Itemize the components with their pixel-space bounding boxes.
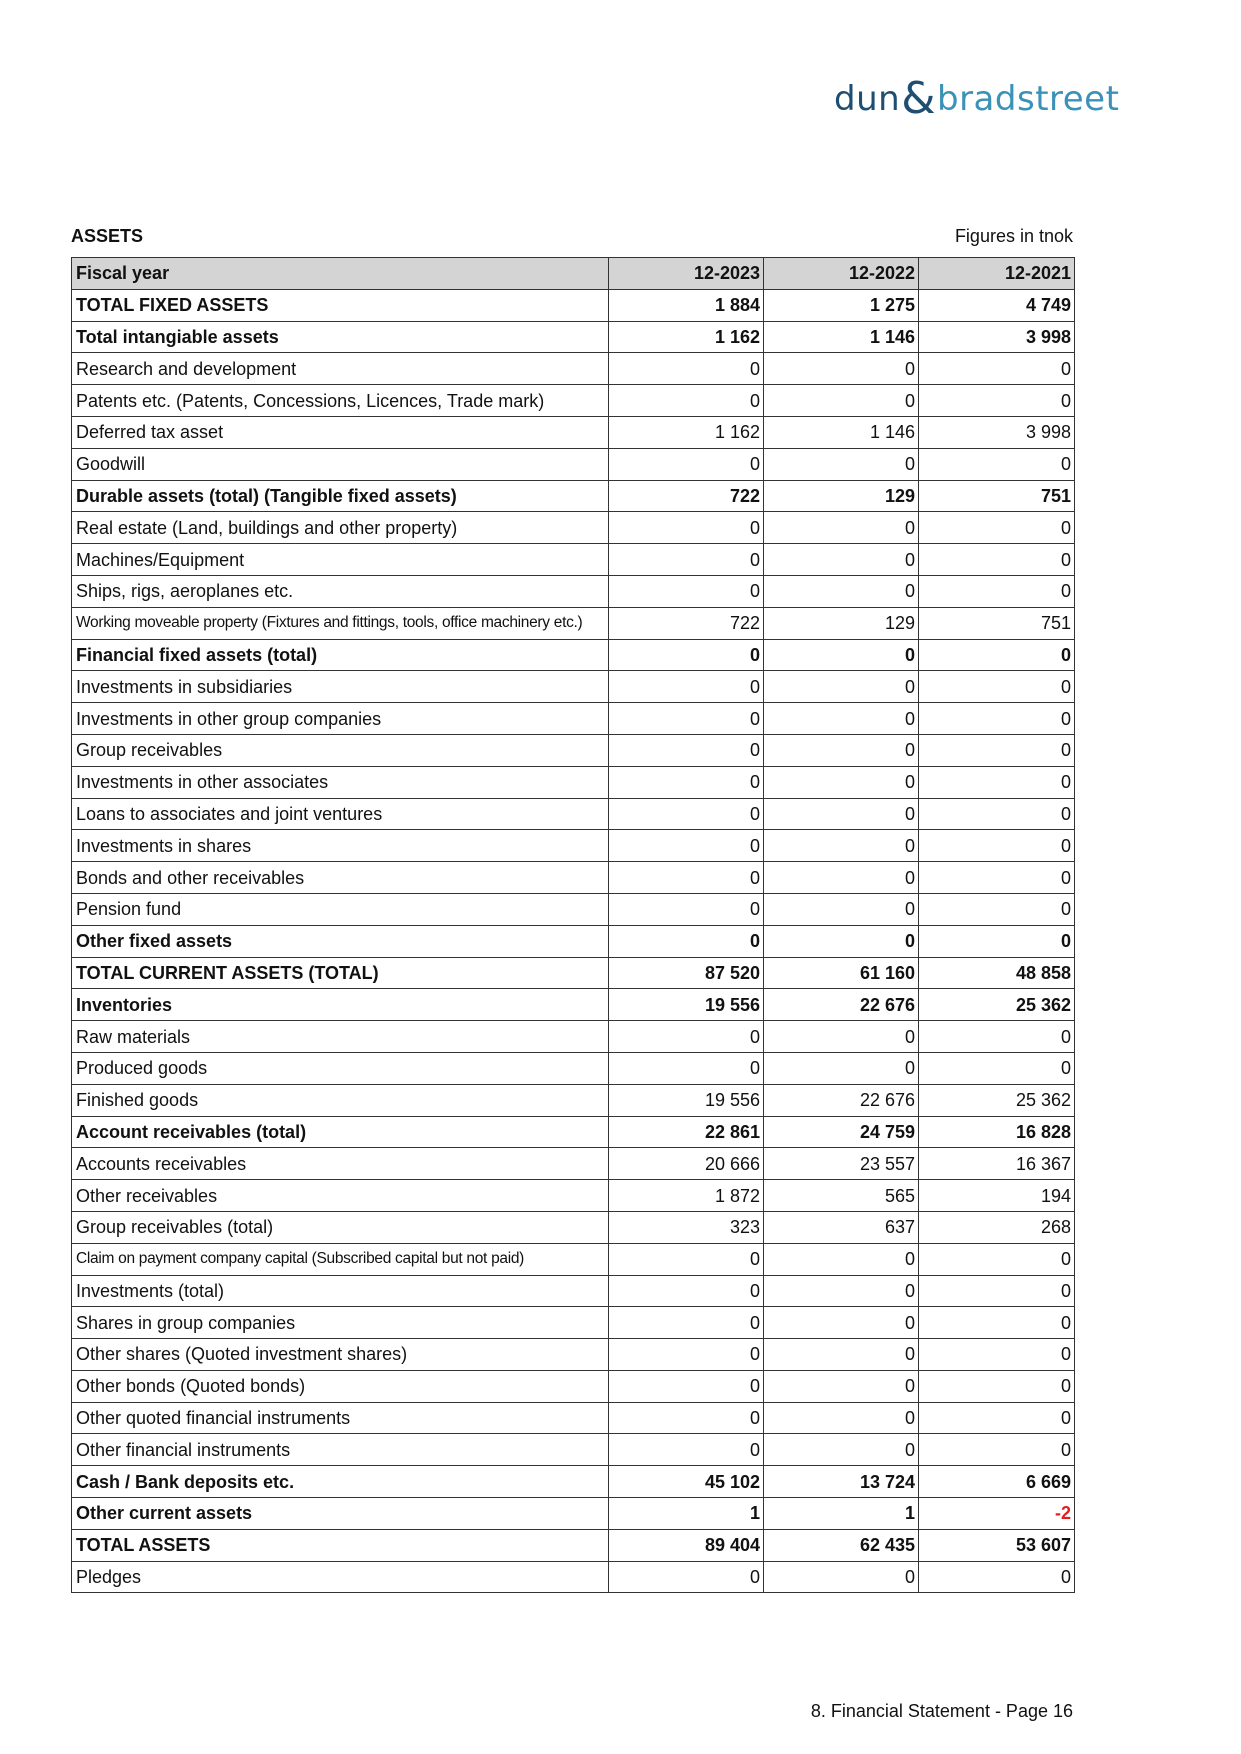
row-value: 751 xyxy=(919,480,1075,512)
row-value: 6 669 xyxy=(919,1466,1075,1498)
row-label: Other quoted financial instruments xyxy=(72,1402,609,1434)
row-value: 61 160 xyxy=(764,957,919,989)
row-value: 0 xyxy=(919,734,1075,766)
row-value: 637 xyxy=(764,1211,919,1243)
row-value: 194 xyxy=(919,1180,1075,1212)
row-value: 53 607 xyxy=(919,1529,1075,1561)
logo-word-bradstreet: bradstreet xyxy=(937,79,1120,119)
table-row xyxy=(72,830,1075,862)
row-value: 0 xyxy=(919,1370,1075,1402)
row-value: 0 xyxy=(919,1021,1075,1053)
row-label: Other fixed assets xyxy=(72,925,609,957)
row-value: 0 xyxy=(919,830,1075,862)
row-value: 25 362 xyxy=(919,1084,1075,1116)
row-value: 0 xyxy=(764,1052,919,1084)
row-value: 0 xyxy=(609,544,764,576)
row-label: Other current assets xyxy=(72,1498,609,1530)
row-label: Other receivables xyxy=(72,1180,609,1212)
table-body xyxy=(72,289,1075,1593)
logo-ampersand: & xyxy=(901,72,936,124)
row-value: 22 861 xyxy=(609,1116,764,1148)
row-value: 1 162 xyxy=(609,416,764,448)
row-value: 0 xyxy=(764,385,919,417)
table-row xyxy=(72,1148,1075,1180)
table-row xyxy=(72,1498,1075,1530)
row-value: 1 162 xyxy=(609,321,764,353)
row-value: 22 676 xyxy=(764,989,919,1021)
row-value: 19 556 xyxy=(609,1084,764,1116)
row-value: 0 xyxy=(764,1339,919,1371)
row-label: Claim on payment company capital (Subscribed capital but not paid) xyxy=(72,1243,609,1275)
row-label: Research and development xyxy=(72,353,609,385)
row-value: 0 xyxy=(919,798,1075,830)
row-value: 0 xyxy=(764,448,919,480)
table-row xyxy=(72,1466,1075,1498)
table-row xyxy=(72,957,1075,989)
row-value: 20 666 xyxy=(609,1148,764,1180)
row-label: Machines/Equipment xyxy=(72,544,609,576)
row-value: 1 146 xyxy=(764,416,919,448)
row-value: 1 275 xyxy=(764,289,919,321)
row-value: 0 xyxy=(609,1243,764,1275)
row-value: 0 xyxy=(764,766,919,798)
row-value: 0 xyxy=(919,512,1075,544)
row-value: 23 557 xyxy=(764,1148,919,1180)
table-row xyxy=(72,321,1075,353)
row-value: 0 xyxy=(609,448,764,480)
header-fiscal-year: Fiscal year xyxy=(72,258,609,290)
table-row xyxy=(72,512,1075,544)
row-value: 0 xyxy=(919,385,1075,417)
row-value: 0 xyxy=(919,1275,1075,1307)
table-row xyxy=(72,989,1075,1021)
row-label: Durable assets (total) (Tangible fixed assets) xyxy=(72,480,609,512)
table-row xyxy=(72,416,1075,448)
row-value: 45 102 xyxy=(609,1466,764,1498)
table-row xyxy=(72,1561,1075,1593)
row-label: Inventories xyxy=(72,989,609,1021)
row-label: Patents etc. (Patents, Concessions, Licences, Trade mark) xyxy=(72,385,609,417)
row-value: 3 998 xyxy=(919,416,1075,448)
row-value: 48 858 xyxy=(919,957,1075,989)
row-value: 0 xyxy=(609,734,764,766)
row-value: 0 xyxy=(919,925,1075,957)
row-label: Bonds and other receivables xyxy=(72,862,609,894)
table-row xyxy=(72,671,1075,703)
row-value: 0 xyxy=(609,512,764,544)
row-value: 0 xyxy=(764,1243,919,1275)
row-value: 87 520 xyxy=(609,957,764,989)
row-label: Cash / Bank deposits etc. xyxy=(72,1466,609,1498)
row-value: 0 xyxy=(609,1339,764,1371)
row-value: 1 xyxy=(609,1498,764,1530)
table-row xyxy=(72,1339,1075,1371)
table-row xyxy=(72,480,1075,512)
row-value: 0 xyxy=(764,893,919,925)
row-value: 1 884 xyxy=(609,289,764,321)
table-row xyxy=(72,1116,1075,1148)
row-value: 16 367 xyxy=(919,1148,1075,1180)
row-value: 0 xyxy=(919,353,1075,385)
row-value: 0 xyxy=(764,1402,919,1434)
table-row xyxy=(72,1307,1075,1339)
table-row xyxy=(72,1084,1075,1116)
row-value: 0 xyxy=(764,512,919,544)
row-value: 129 xyxy=(764,607,919,639)
row-value: 0 xyxy=(609,1370,764,1402)
row-value: 0 xyxy=(764,671,919,703)
table-row xyxy=(72,1370,1075,1402)
row-value: 0 xyxy=(764,734,919,766)
row-value: 0 xyxy=(919,639,1075,671)
row-label: TOTAL CURRENT ASSETS (TOTAL) xyxy=(72,957,609,989)
row-value: 0 xyxy=(609,766,764,798)
row-value: 0 xyxy=(609,385,764,417)
row-label: Other shares (Quoted investment shares) xyxy=(72,1339,609,1371)
row-value: 722 xyxy=(609,607,764,639)
table-row xyxy=(72,1434,1075,1466)
row-value: 0 xyxy=(919,1561,1075,1593)
row-value: 0 xyxy=(919,544,1075,576)
row-value: -2 xyxy=(919,1498,1075,1530)
row-label: Real estate (Land, buildings and other property) xyxy=(72,512,609,544)
row-value: 0 xyxy=(764,575,919,607)
row-value: 0 xyxy=(609,703,764,735)
table-row xyxy=(72,798,1075,830)
row-label: Group receivables xyxy=(72,734,609,766)
row-value: 0 xyxy=(919,893,1075,925)
row-value: 0 xyxy=(609,830,764,862)
table-row xyxy=(72,925,1075,957)
row-label: Investments (total) xyxy=(72,1275,609,1307)
header-year-2022: 12-2022 xyxy=(764,258,919,290)
row-value: 4 749 xyxy=(919,289,1075,321)
row-value: 0 xyxy=(764,703,919,735)
row-value: 1 xyxy=(764,1498,919,1530)
table-row xyxy=(72,862,1075,894)
table-row xyxy=(72,1402,1075,1434)
row-label: Total intangiable assets xyxy=(72,321,609,353)
row-value: 0 xyxy=(919,448,1075,480)
row-value: 16 828 xyxy=(919,1116,1075,1148)
row-value: 1 872 xyxy=(609,1180,764,1212)
assets-table xyxy=(71,257,1075,1593)
row-value: 0 xyxy=(609,798,764,830)
table-row xyxy=(72,448,1075,480)
row-label: Investments in other group companies xyxy=(72,703,609,735)
row-label: Shares in group companies xyxy=(72,1307,609,1339)
row-value: 0 xyxy=(609,862,764,894)
row-value: 0 xyxy=(919,1434,1075,1466)
table-row xyxy=(72,1180,1075,1212)
row-value: 0 xyxy=(919,1052,1075,1084)
row-value: 3 998 xyxy=(919,321,1075,353)
row-value: 0 xyxy=(609,1402,764,1434)
row-value: 0 xyxy=(764,925,919,957)
row-label: Financial fixed assets (total) xyxy=(72,639,609,671)
row-value: 0 xyxy=(764,1275,919,1307)
row-label: Loans to associates and joint ventures xyxy=(72,798,609,830)
header-year-2023: 12-2023 xyxy=(609,258,764,290)
row-value: 0 xyxy=(609,1561,764,1593)
row-value: 0 xyxy=(609,1021,764,1053)
row-value: 0 xyxy=(764,862,919,894)
row-value: 0 xyxy=(609,1275,764,1307)
row-label: Investments in other associates xyxy=(72,766,609,798)
row-value: 0 xyxy=(919,1402,1075,1434)
row-value: 89 404 xyxy=(609,1529,764,1561)
table-row xyxy=(72,1052,1075,1084)
table-row xyxy=(72,544,1075,576)
row-value: 0 xyxy=(919,862,1075,894)
row-label: Other bonds (Quoted bonds) xyxy=(72,1370,609,1402)
section-title: ASSETS xyxy=(71,226,144,246)
row-value: 1 146 xyxy=(764,321,919,353)
row-value: 0 xyxy=(609,925,764,957)
row-label: Investments in subsidiaries xyxy=(72,671,609,703)
row-label: Deferred tax asset xyxy=(72,416,609,448)
row-label: Raw materials xyxy=(72,1021,609,1053)
row-value: 0 xyxy=(919,671,1075,703)
row-label: Finished goods xyxy=(72,1084,609,1116)
row-value: 0 xyxy=(919,1307,1075,1339)
row-value: 0 xyxy=(609,1052,764,1084)
row-label: Account receivables (total) xyxy=(72,1116,609,1148)
row-value: 0 xyxy=(919,703,1075,735)
page-footer: 8. Financial Statement - Page 16 xyxy=(810,1701,1073,1721)
row-value: 0 xyxy=(609,575,764,607)
row-value: 0 xyxy=(609,893,764,925)
row-value: 62 435 xyxy=(764,1529,919,1561)
row-value: 0 xyxy=(919,575,1075,607)
row-value: 0 xyxy=(764,1307,919,1339)
row-value: 13 724 xyxy=(764,1466,919,1498)
row-value: 0 xyxy=(919,766,1075,798)
row-value: 0 xyxy=(764,1021,919,1053)
row-value: 0 xyxy=(764,544,919,576)
table-row xyxy=(72,289,1075,321)
table-row xyxy=(72,766,1075,798)
units-note: Figures in tnok xyxy=(954,226,1073,246)
row-value: 0 xyxy=(764,1434,919,1466)
row-value: 129 xyxy=(764,480,919,512)
row-label: Group receivables (total) xyxy=(72,1211,609,1243)
table-row xyxy=(72,703,1075,735)
row-value: 565 xyxy=(764,1180,919,1212)
table-row xyxy=(72,353,1075,385)
row-value: 0 xyxy=(764,1370,919,1402)
row-label: Other financial instruments xyxy=(72,1434,609,1466)
row-value: 0 xyxy=(764,1561,919,1593)
table-row xyxy=(72,1211,1075,1243)
table-row xyxy=(72,734,1075,766)
table-header-row xyxy=(72,258,1075,290)
row-label: Pension fund xyxy=(72,893,609,925)
row-value: 0 xyxy=(609,671,764,703)
row-label: Pledges xyxy=(72,1561,609,1593)
row-value: 0 xyxy=(764,830,919,862)
table-row xyxy=(72,385,1075,417)
row-label: Ships, rigs, aeroplanes etc. xyxy=(72,575,609,607)
logo-word-dun: dun xyxy=(834,79,901,119)
row-value: 0 xyxy=(919,1243,1075,1275)
row-value: 323 xyxy=(609,1211,764,1243)
row-value: 722 xyxy=(609,480,764,512)
row-label: TOTAL FIXED ASSETS xyxy=(72,289,609,321)
row-value: 0 xyxy=(919,1339,1075,1371)
table-row xyxy=(72,607,1075,639)
row-label: Accounts receivables xyxy=(72,1148,609,1180)
row-value: 0 xyxy=(764,639,919,671)
table-row xyxy=(72,893,1075,925)
company-logo xyxy=(834,72,1120,124)
table-row xyxy=(72,1021,1075,1053)
row-label: Investments in shares xyxy=(72,830,609,862)
row-label: Goodwill xyxy=(72,448,609,480)
table-row xyxy=(72,1275,1075,1307)
row-value: 0 xyxy=(764,353,919,385)
row-label: TOTAL ASSETS xyxy=(72,1529,609,1561)
row-value: 0 xyxy=(609,353,764,385)
table-row xyxy=(72,1529,1075,1561)
row-value: 0 xyxy=(609,639,764,671)
row-value: 19 556 xyxy=(609,989,764,1021)
row-label: Produced goods xyxy=(72,1052,609,1084)
row-label: Working moveable property (Fixtures and fittings, tools, office machinery etc.) xyxy=(72,607,609,639)
header-year-2021: 12-2021 xyxy=(919,258,1075,290)
row-value: 751 xyxy=(919,607,1075,639)
row-value: 268 xyxy=(919,1211,1075,1243)
row-value: 0 xyxy=(609,1307,764,1339)
table-row xyxy=(72,639,1075,671)
row-value: 0 xyxy=(609,1434,764,1466)
table-row xyxy=(72,575,1075,607)
row-value: 0 xyxy=(764,798,919,830)
row-value: 24 759 xyxy=(764,1116,919,1148)
table-row xyxy=(72,1243,1075,1275)
row-value: 22 676 xyxy=(764,1084,919,1116)
row-value: 25 362 xyxy=(919,989,1075,1021)
